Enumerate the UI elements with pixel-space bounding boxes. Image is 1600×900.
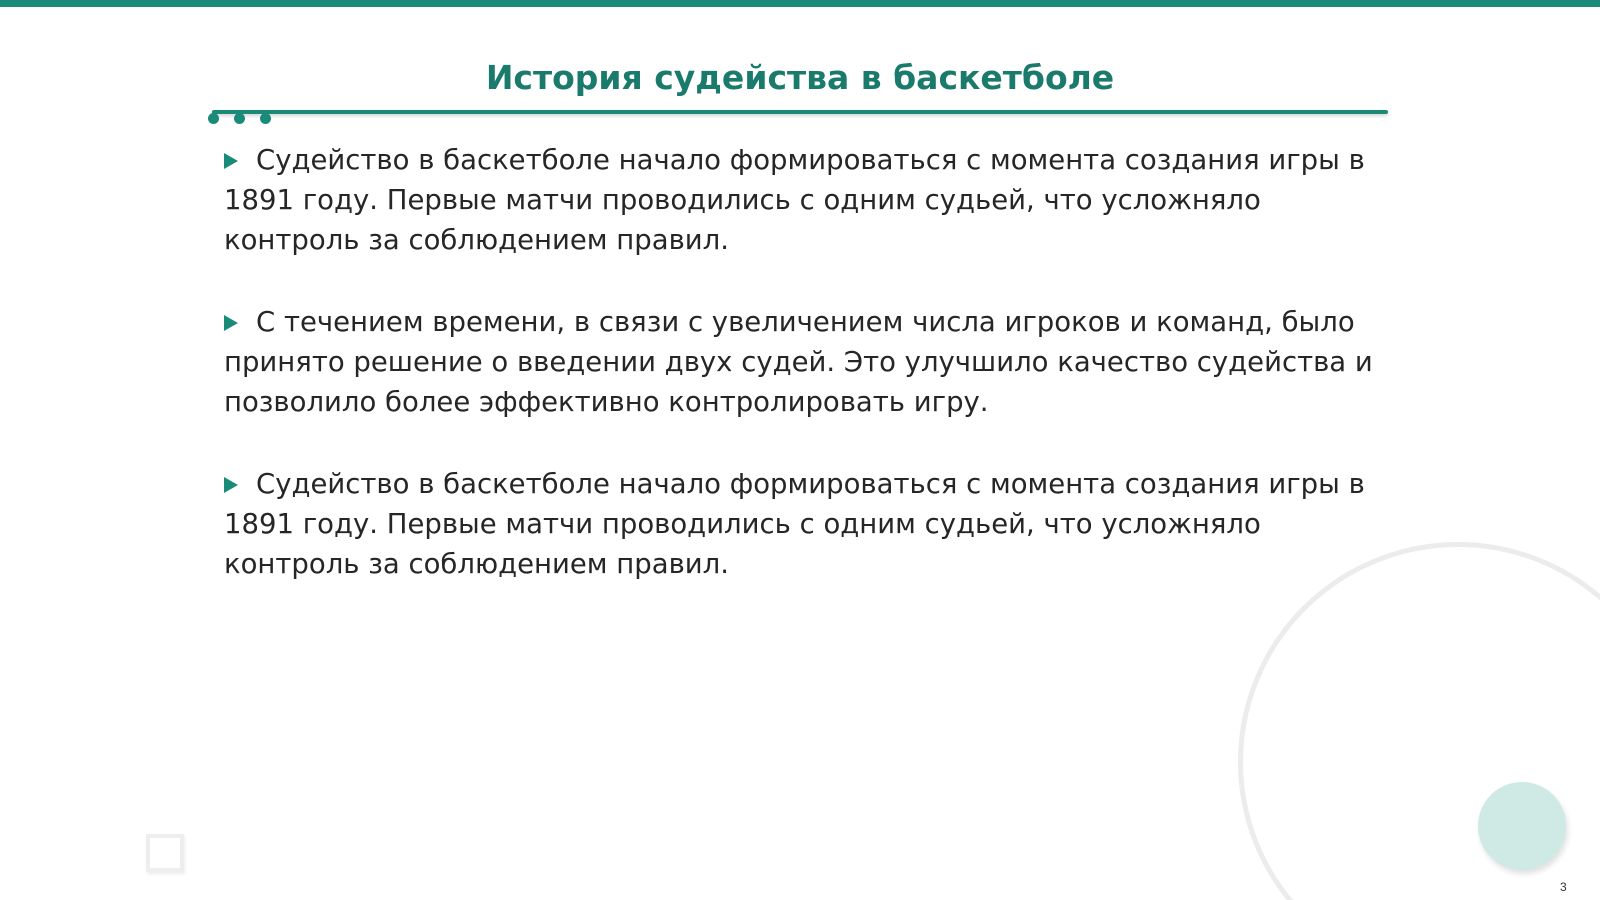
underline-dot: [208, 113, 219, 124]
triangle-right-icon: [224, 153, 238, 169]
title-underline: [212, 110, 1388, 114]
slide-title: История судейства в баскетболе: [485, 58, 1115, 97]
bullet-text: Судейство в баскетболе начало формироваться с момента создания игры в 1891 году. Первые матчи проводились с одним судьей, что усложняло контроль за соблюдением правил.: [224, 468, 1365, 580]
bullet-item: [224, 302, 1374, 422]
bullet-text: Судейство в баскетболе начало формироваться с момента создания игры в 1891 году. Первые матчи проводились с одним судьей, что усложняло контроль за соблюдением правил.: [224, 144, 1365, 256]
bullet-item: [224, 140, 1374, 260]
bullet-item: [224, 464, 1374, 584]
bullet-list: [224, 140, 1374, 626]
decorative-bubble: [1478, 782, 1566, 870]
triangle-right-icon: [224, 315, 238, 331]
decorative-square: [146, 834, 184, 872]
underline-dot: [234, 113, 245, 124]
underline-dot: [260, 113, 271, 124]
bullet-text: С течением времени, в связи с увеличением числа игроков и команд, было принято решение о введении двух судей. Это улучшило качество судейства и позволило более эффективно контролировать игру.: [224, 306, 1373, 418]
page-number: 3: [1560, 880, 1567, 894]
top-accent-bar: [0, 0, 1600, 7]
triangle-right-icon: [224, 477, 238, 493]
